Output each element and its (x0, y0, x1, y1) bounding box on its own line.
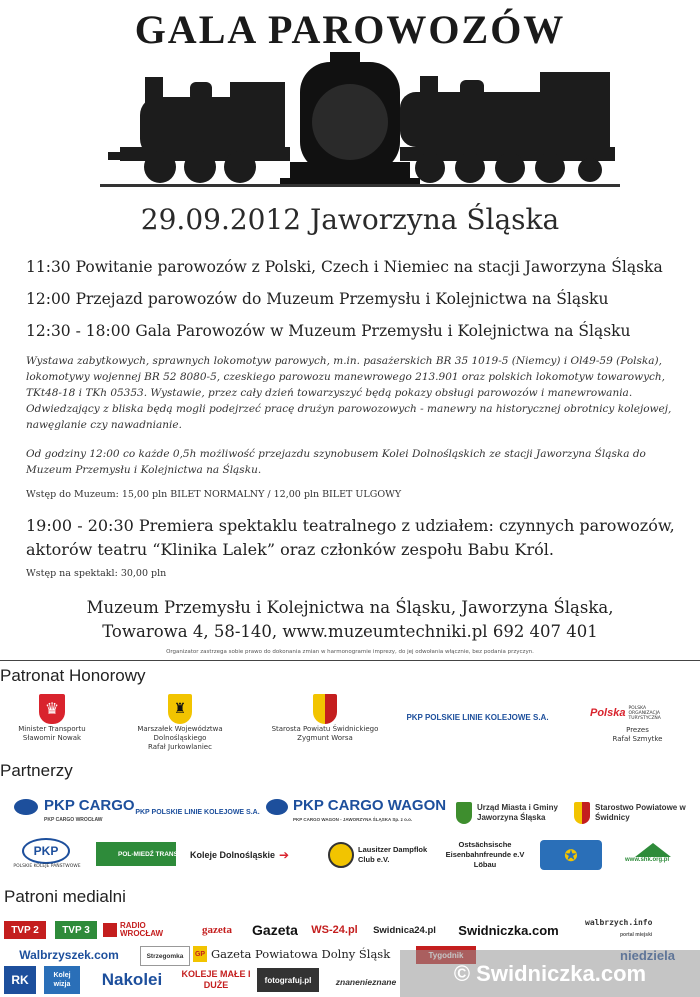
tvp2-logo: TVP 2 (4, 921, 46, 939)
honorary-caption: Starosta Powiatu Świdnickiego (271, 725, 379, 733)
pkp-cargo-icon (14, 799, 38, 815)
county-crest-icon (313, 694, 337, 724)
museum-address-line2: Towarowa 4, 58-140, www.muzeumtechniki.pl 692 407 401 (102, 622, 598, 641)
schedule-item: 12:30 - 18:00 Gala Parowozów w Muzeum Przemysłu i Kolejnictwa na Śląsku (26, 322, 631, 340)
pot-label: POLSKA ORGANIZACJA TURYSTYCZNA (628, 705, 661, 721)
section-media: Patroni medialni (4, 887, 126, 906)
schedule-item: 12:00 Przejazd parowozów do Muzeum Przemysłu i Kolejnictwa na Śląsku (26, 290, 609, 308)
honorary-caption: Marszałek Województwa Dolnośląskiego (137, 725, 223, 742)
theatre-show-line1: 19:00 - 20:30 Premiera spektaklu teatralnego z udziałem: czynnych parowozów, (26, 516, 675, 535)
poster-title: GALA PAROWOZÓW (134, 7, 566, 52)
section-partners: Partnerzy (0, 761, 73, 780)
cargo-wagon-logo: PKP CARGO WAGON PKP CARGO WAGON - JAWORZYNA ŚLĄSKA Sp. z o.o. (266, 797, 426, 827)
town-crest-icon (456, 802, 472, 824)
gazeta-logo: gazeta (202, 924, 232, 936)
organizer-disclaimer: Organizator zastrzega sobie prawo do dokonania zmian w harmonogramie imprezy, do jej odwołania włącznie, bez podania przyczyn. (166, 649, 534, 655)
honorary-caption: Sławomir Nowak (22, 734, 82, 742)
swidnica24-logo: Swidnica24.pl (373, 924, 436, 936)
honorary-marshal (110, 693, 250, 752)
theatre-show-line2: aktorów teatru “Klinika Lalek” oraz członków zespołu Babu Król. (26, 540, 554, 559)
eagle-emblem-icon: ♛ (39, 694, 65, 724)
ldc-badge-icon (328, 842, 354, 868)
wings-logo (540, 840, 602, 870)
ostsachsische-logo: Ostsächsische Eisenbahnfreunde e.V Löbau (445, 840, 525, 869)
county-crest-icon (574, 802, 590, 824)
pkp-cargo-logo: PKP CARGO PKP CARGO WROCŁAW (14, 797, 134, 827)
railbus-info: Od godziny 12:00 co każde 0,5h możliwość przejazdu szynobusem Kolei Dolnośląskich ze stacji Jaworzyna Śląska do Muzeum Przemysłu i Kolejnictwa na Śląsku. (26, 448, 646, 476)
gazeta-powiatowa-logo: GP Gazeta Powiatowa Dolny Śląsk (194, 947, 391, 961)
honorary-caption: Rafał Szmytke (612, 735, 663, 743)
polska-logo-icon: Polska (590, 707, 626, 719)
museum-address-line1: Muzeum Przemysłu i Kolejnictwa na Śląsku, Jaworzyna Śląska, (86, 598, 614, 617)
urzad-logo: Urząd Miasta i Gminy Jaworzyna Śląska (456, 798, 576, 828)
radio-icon (103, 923, 117, 937)
ws24-logo: WS-24.pl (311, 924, 358, 936)
voivodeship-crest-icon: ♜ (168, 694, 192, 724)
honorary-starosta (260, 693, 390, 743)
rk-logo: RK (4, 966, 36, 994)
honorary-caption: Zygmunt Worsa (297, 734, 353, 742)
museum-ticket-price: Wstęp do Muzeum: 15,00 pln BILET NORMALNY / 12,00 pln BILET ULGOWY (26, 489, 402, 500)
koleje-dolnoslaskie-logo: Koleje Dolnośląskie ➔ (190, 848, 290, 862)
cargo-wagon-icon (266, 799, 288, 815)
arrow-icon: ➔ (279, 848, 290, 862)
pol-miedz-logo: POL-MIEDŹ TRANS (96, 842, 176, 866)
section-honorary: Patronat Honorowy (0, 666, 146, 685)
divider (0, 660, 700, 661)
gazeta-logo-2: Gazeta (252, 922, 298, 938)
pkp-logo: PKP POLSKIE KOLEJE PAŃSTWOWE (12, 838, 82, 874)
exhibition-description: Wystawa zabytkowych, sprawnych lokomotyw parowych, m.in. pasażerskich BR 35 1019-5 (Niemcy) i Ol49-59 (Polska), lokomotywy wojennej BR 52 8080-5, czeskiego parowozu manewrowego 213.901 oraz polskich lokomotyw towarowych, TKt48-18 i TKh 05353. Wystawie, przez cały dzień towarzyszyć będą pokazy obsługi parowozów i manewrowania. Odwiedzający z bliska będą mogli podejrzeć pracę drużyn parowozowych - manewry na historycznej obrotnicy kolejowej, nawęglanie czy nawadnianie. (26, 355, 672, 431)
tvp3-logo: TVP 3 (55, 921, 97, 939)
honorary-caption: Minister Transportu (18, 725, 86, 733)
pkp-plk-logo: PKP POLSKIE LINIE KOLEJOWE S.A. (406, 712, 549, 722)
fotografuj-logo: fotografuj.pl (257, 968, 319, 992)
kolej-wizja-logo: Kolej wizja (44, 966, 80, 994)
walbrzyszek-logo: Walbrzyszek.com (19, 948, 119, 962)
shk-logo: www.shk.org.pl (625, 843, 695, 869)
starostwo-logo: Starostwo Powiatowe w Świdnicy (574, 798, 694, 828)
winged-wheel-icon: ✪ (564, 845, 578, 865)
show-ticket-price: Wstęp na spektakl: 30,00 pln (26, 568, 167, 579)
honorary-caption: Prezes (626, 726, 649, 734)
radio-wroclaw-logo: RADIO WROCŁAW (103, 921, 187, 939)
swidniczka-logo: Swidniczka.com (458, 922, 559, 938)
event-date-place: 29.09.2012 Jaworzyna Śląska (140, 203, 560, 236)
locomotives-illustration (100, 52, 620, 202)
schedule-item: 11:30 Powitanie parowozów z Polski, Czech i Niemiec na stacji Jaworzyna Śląska (26, 258, 663, 276)
honorary-minister (12, 693, 92, 743)
znane-nieznane-logo: znanenieznane (335, 977, 397, 987)
honorary-caption: Rafał Jurkowlaniec (148, 743, 212, 751)
watermark: © Swidniczka.com (400, 950, 700, 997)
koleje-male-logo: KOLEJE MAŁE I DUŻE (181, 969, 251, 990)
walbrzych-info-logo: walbrzych.info portal miejski (585, 918, 653, 938)
shk-icon (635, 843, 671, 857)
pkp-oval-icon: PKP (22, 838, 70, 864)
strzegomka-logo: Strzegomka (140, 946, 190, 966)
nakolei-logo: Nakolei (101, 970, 163, 989)
pkp-plk-partner-logo: PKP POLSKIE LINIE KOLEJOWE S.A. (135, 808, 260, 816)
honorary-pot (590, 700, 685, 744)
lausitzer-logo: Lausitzer Dampflok Club e.V. (328, 840, 428, 870)
